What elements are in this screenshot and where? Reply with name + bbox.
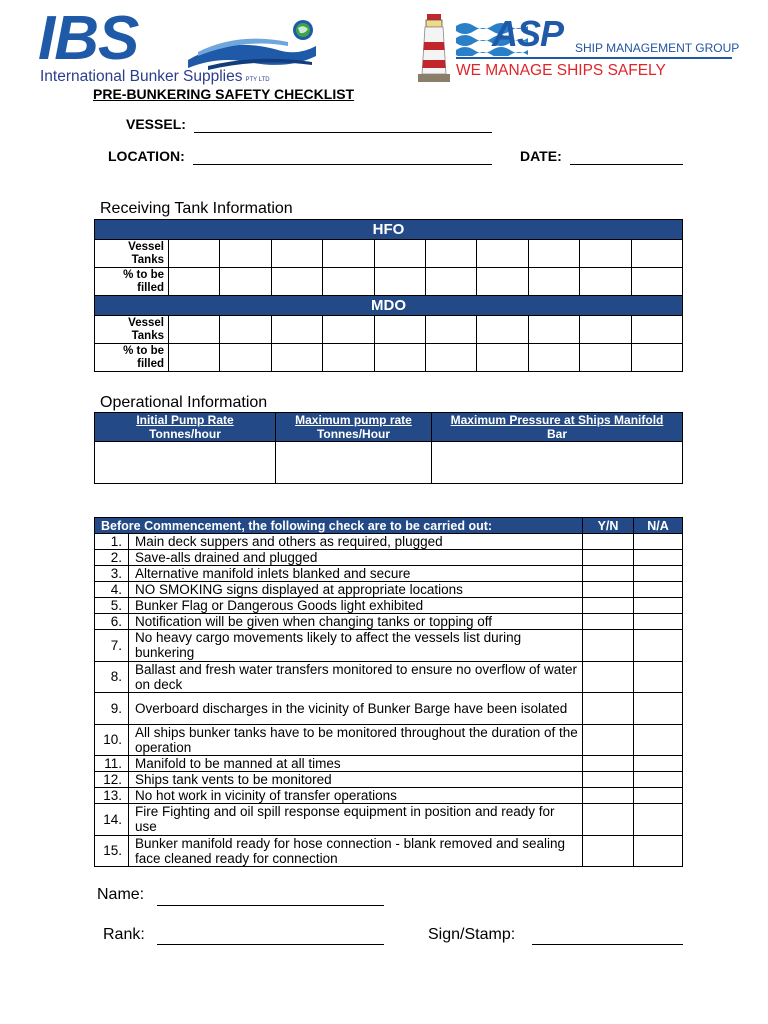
tank-cell[interactable] (425, 240, 476, 268)
sign-stamp-label: Sign/Stamp: (428, 926, 516, 943)
col-initial-pump-rate-line2: Tonnes/hour (149, 427, 221, 441)
checklist-row (95, 566, 683, 582)
yn-checkbox-cell[interactable] (583, 804, 634, 836)
checklist-item-number: 6. (95, 614, 129, 630)
ibs-logo-letters: IBS (38, 4, 139, 73)
checklist-row (95, 835, 683, 867)
max-pressure-cell[interactable] (432, 442, 683, 484)
tank-cell[interactable] (425, 316, 476, 344)
tank-cell[interactable] (323, 344, 374, 372)
tank-cell[interactable] (169, 240, 220, 268)
checklist-row (95, 630, 683, 662)
tank-cell[interactable] (580, 316, 631, 344)
tank-cell[interactable] (477, 240, 528, 268)
checklist-row (95, 550, 683, 566)
tank-cell[interactable] (323, 268, 374, 296)
checklist-row (95, 788, 683, 804)
checklist-item-text: Save-alls drained and plugged (129, 550, 583, 566)
ibs-name-text: International Bunker Supplies (40, 68, 243, 85)
initial-pump-rate-cell[interactable] (95, 442, 276, 484)
checklist-item-number: 13. (95, 788, 129, 804)
checklist-item-text: No heavy cargo movements likely to affect the vessels list during bunkering (129, 630, 583, 662)
checklist-item-text: Bunker manifold ready for hose connection - blank removed and sealing face cleaned ready for connection (129, 835, 583, 867)
tank-cell[interactable] (528, 240, 579, 268)
na-checkbox-cell[interactable] (634, 693, 683, 725)
tank-cell[interactable] (580, 268, 631, 296)
checklist-row (95, 661, 683, 693)
na-header: N/A (634, 518, 683, 534)
checklist-item-text: Bunker Flag or Dangerous Goods light exhibited (129, 598, 583, 614)
tank-cell[interactable] (374, 316, 425, 344)
tank-cell[interactable] (631, 240, 682, 268)
tank-cell[interactable] (374, 240, 425, 268)
checklist-item-text: NO SMOKING signs displayed at appropriate locations (129, 582, 583, 598)
tank-cell[interactable] (580, 344, 631, 372)
tank-cell[interactable] (220, 268, 271, 296)
na-checkbox-cell[interactable] (634, 804, 683, 836)
ibs-wave-icon (188, 16, 318, 72)
checklist-item-number: 10. (95, 724, 129, 756)
name-field[interactable] (157, 905, 384, 906)
yn-checkbox-cell[interactable] (583, 661, 634, 693)
row-label-percent-filled: % to be filled (95, 344, 169, 372)
checklist-item-text: All ships bunker tanks have to be monitored throughout the duration of the operation (129, 724, 583, 756)
na-checkbox-cell[interactable] (634, 566, 683, 582)
tank-cell[interactable] (169, 316, 220, 344)
safety-checklist-table (94, 517, 683, 867)
col-max-pump-rate-line2: Tonnes/Hour (316, 427, 391, 441)
date-field[interactable] (570, 164, 683, 165)
lighthouse-icon (418, 12, 450, 82)
checklist-row (95, 693, 683, 725)
checklist-item-number: 14. (95, 804, 129, 836)
checklist-item-text: Alternative manifold inlets blanked and secure (129, 566, 583, 582)
checklist-row (95, 772, 683, 788)
tank-cell[interactable] (528, 268, 579, 296)
tank-cell[interactable] (477, 344, 528, 372)
tank-cell[interactable] (169, 268, 220, 296)
checklist-item-number: 8. (95, 661, 129, 693)
tank-cell[interactable] (374, 268, 425, 296)
tank-cell[interactable] (528, 316, 579, 344)
tank-cell[interactable] (323, 316, 374, 344)
tank-cell[interactable] (528, 344, 579, 372)
checklist-item-text: No hot work in vicinity of transfer operations (129, 788, 583, 804)
col-max-pump-rate (276, 413, 432, 442)
col-max-pressure-line1: Maximum Pressure at Ships Manifold (450, 413, 664, 427)
na-checkbox-cell[interactable] (634, 772, 683, 788)
tank-cell[interactable] (271, 316, 322, 344)
yn-checkbox-cell[interactable] (583, 756, 634, 772)
hfo-vessel-tanks-row (95, 240, 683, 268)
operational-heading: Operational Information (100, 394, 268, 411)
na-checkbox-cell[interactable] (634, 661, 683, 693)
yn-checkbox-cell[interactable] (583, 693, 634, 725)
tank-cell[interactable] (631, 268, 682, 296)
yn-checkbox-cell[interactable] (583, 550, 634, 566)
tank-cell[interactable] (631, 316, 682, 344)
tank-cell[interactable] (271, 344, 322, 372)
checklist-row (95, 598, 683, 614)
asp-logo (412, 10, 742, 84)
checklist-row (95, 614, 683, 630)
row-label-vessel-tanks: Vessel Tanks (95, 316, 169, 344)
mdo-percent-row (95, 344, 683, 372)
row-label-vessel-tanks: Vessel Tanks (95, 240, 169, 268)
mdo-vessel-tanks-row (95, 316, 683, 344)
col-max-pressure (432, 413, 683, 442)
na-checkbox-cell[interactable] (634, 835, 683, 867)
ibs-pty-text: PTY LTD (245, 77, 270, 83)
sign-stamp-field[interactable] (532, 944, 683, 945)
na-checkbox-cell[interactable] (634, 756, 683, 772)
na-checkbox-cell[interactable] (634, 534, 683, 550)
tank-cell[interactable] (169, 344, 220, 372)
yn-checkbox-cell[interactable] (583, 788, 634, 804)
asp-logo-text: ASP (492, 13, 564, 54)
tank-cell[interactable] (477, 268, 528, 296)
tank-cell[interactable] (220, 344, 271, 372)
na-checkbox-cell[interactable] (634, 598, 683, 614)
checklist-item-number: 2. (95, 550, 129, 566)
tank-cell[interactable] (631, 344, 682, 372)
ibs-company-name (40, 68, 270, 86)
na-checkbox-cell[interactable] (634, 788, 683, 804)
checklist-item-text: Manifold to be manned at all times (129, 756, 583, 772)
checklist-row (95, 534, 683, 550)
tank-cell[interactable] (580, 240, 631, 268)
col-initial-pump-rate (95, 413, 276, 442)
checklist-item-number: 1. (95, 534, 129, 550)
col-max-pump-rate-line1: Maximum pump rate (295, 413, 412, 427)
checklist-row (95, 756, 683, 772)
checklist-item-text: Overboard discharges in the vicinity of Bunker Barge have been isolated (129, 693, 583, 725)
checklist-item-number: 4. (95, 582, 129, 598)
checklist-row (95, 724, 683, 756)
checklist-row (95, 804, 683, 836)
checklist-row (95, 582, 683, 598)
name-label: Name: (97, 886, 145, 903)
tank-cell[interactable] (271, 268, 322, 296)
col-initial-pump-rate-line1: Initial Pump Rate (136, 413, 234, 427)
yn-checkbox-cell[interactable] (583, 566, 634, 582)
yn-checkbox-cell[interactable] (583, 534, 634, 550)
location-field[interactable] (193, 164, 492, 165)
checklist-item-number: 7. (95, 630, 129, 662)
checklist-item-number: 3. (95, 566, 129, 582)
tank-cell[interactable] (323, 240, 374, 268)
checklist-item-text: Main deck suppers and others as required, plugged (129, 534, 583, 550)
na-checkbox-cell[interactable] (634, 582, 683, 598)
na-checkbox-cell[interactable] (634, 614, 683, 630)
mdo-band: MDO (95, 296, 683, 316)
na-checkbox-cell[interactable] (634, 550, 683, 566)
tank-cell[interactable] (425, 268, 476, 296)
na-checkbox-cell[interactable] (634, 630, 683, 662)
yn-header: Y/N (583, 518, 634, 534)
asp-slogan: WE MANAGE SHIPS SAFELY (456, 62, 666, 79)
yn-checkbox-cell[interactable] (583, 835, 634, 867)
tank-cell[interactable] (425, 344, 476, 372)
checklist-item-number: 15. (95, 835, 129, 867)
tank-cell[interactable] (271, 240, 322, 268)
yn-checkbox-cell[interactable] (583, 598, 634, 614)
location-label: LOCATION: (108, 148, 185, 164)
checklist-item-text: Fire Fighting and oil spill response equipment in position and ready for use (129, 804, 583, 836)
checklist-item-text: Ballast and fresh water transfers monitored to ensure no overflow of water on deck (129, 661, 583, 693)
yn-checkbox-cell[interactable] (583, 724, 634, 756)
vessel-label: VESSEL: (126, 116, 186, 132)
ibs-logo (38, 4, 288, 86)
receiving-tank-heading: Receiving Tank Information (100, 200, 293, 217)
yn-checkbox-cell[interactable] (583, 630, 634, 662)
checklist-item-text: Notification will be given when changing tanks or topping off (129, 614, 583, 630)
vessel-field[interactable] (194, 132, 492, 133)
hfo-band: HFO (95, 220, 683, 240)
checklist-item-number: 12. (95, 772, 129, 788)
checklist-item-number: 11. (95, 756, 129, 772)
na-checkbox-cell[interactable] (634, 724, 683, 756)
yn-checkbox-cell[interactable] (583, 614, 634, 630)
receiving-tank-table (94, 219, 683, 372)
yn-checkbox-cell[interactable] (583, 582, 634, 598)
rank-label: Rank: (103, 926, 145, 943)
asp-divider (456, 57, 732, 59)
tank-cell[interactable] (477, 316, 528, 344)
col-max-pressure-line2: Bar (546, 427, 567, 441)
checklist-item-number: 5. (95, 598, 129, 614)
checklist-header: Before Commencement, the following check are to be carried out: (95, 518, 583, 534)
row-label-percent-filled: % to be filled (95, 268, 169, 296)
rank-field[interactable] (157, 944, 384, 945)
date-label: DATE: (520, 148, 562, 164)
tank-cell[interactable] (374, 344, 425, 372)
tank-cell[interactable] (220, 316, 271, 344)
tank-cell[interactable] (220, 240, 271, 268)
yn-checkbox-cell[interactable] (583, 772, 634, 788)
max-pump-rate-cell[interactable] (276, 442, 432, 484)
operational-table (94, 412, 683, 484)
page-title: PRE-BUNKERING SAFETY CHECKLIST (93, 86, 355, 102)
checklist-item-text: Ships tank vents to be monitored (129, 772, 583, 788)
hfo-percent-row (95, 268, 683, 296)
checklist-item-number: 9. (95, 693, 129, 725)
asp-group-text: SHIP MANAGEMENT GROUP (575, 41, 740, 55)
